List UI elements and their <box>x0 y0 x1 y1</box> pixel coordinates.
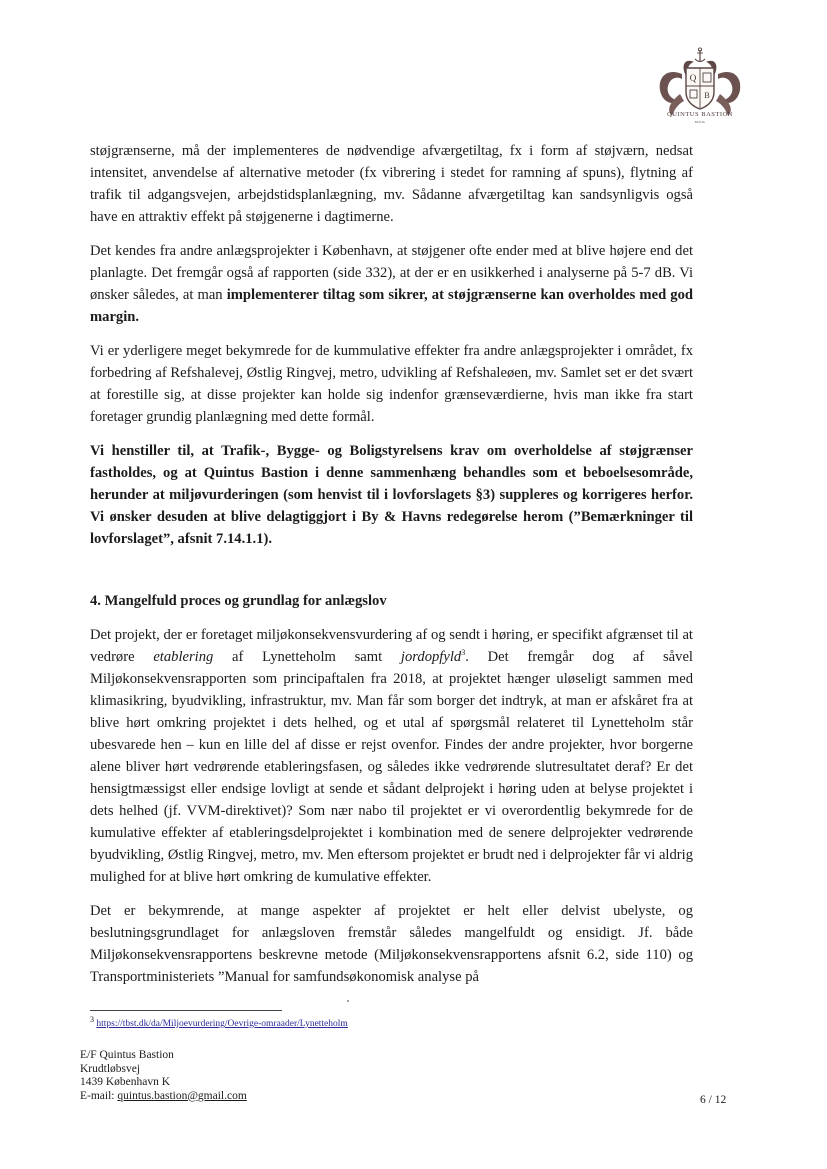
paragraph-cumulative-effects: Vi er yderligere meget bekymrede for de kummulative effekter fra andre anlægsprojekter i området, fx forbedring af Refshalevej, Østlig Ringvej, metro, udvikling af Refshaleøen, mv. Samlet set er det svært at forestille sig, at disse projekter kan holde sig indenfor grænseværdierne, hvis man ikke fra start foretager grundig planlægning med dette formål. <box>90 343 693 425</box>
paragraph-noise-uncertainty: Det kendes fra andre anlægsprojekter i København, at støjgener ofte ender med at blive højere end det planlagte. Det fremgår også af rapporten (side 332), at der er en usikkerhed i analyserne på 5-7 dB. Vi ønsker således, at man implementerer tiltag som sikrer, at støjgrænserne kan overholdes med god margin. <box>90 243 693 325</box>
footnote <box>90 1014 348 1030</box>
stray-mark <box>347 1000 349 1002</box>
logo-subcaption: BOLIG <box>694 120 706 124</box>
page-number: 6 / 12 <box>700 1094 727 1106</box>
email-link[interactable]: quintus.bastion@gmail.com <box>117 1089 247 1102</box>
logo-caption: QUINTUS BASTION <box>667 111 733 118</box>
paragraph-decision-basis: Det er bekymrende, at mange aspekter af projektet er helt eller delvist ubelyste, og beslutningsgrundlaget for anlægsloven fremstår således mangelfuldt og ensidigt. Jf. både Miljøkonsekvensrapportens beskrevne metode (Miljøkonsekvensrapportens afsnit 6.2, side 110) og Transportministeriets ”Manual for samfundsøkonomisk analyse på <box>90 903 693 985</box>
section-heading: 4. Mangelfuld proces og grundlag for anlægslov <box>90 593 387 609</box>
document-body <box>90 140 693 1000</box>
footnote-divider <box>90 1010 282 1011</box>
footer-address <box>80 1049 247 1103</box>
footnote-number: 3 <box>90 1014 94 1024</box>
footnote-link[interactable]: https://tbst.dk/da/Miljoevurdering/Oevrige-omraader/Lynetteholm <box>96 1019 348 1029</box>
paragraph-recommendation: Vi henstiller til, at Trafik-, Bygge- og Boligstyrelsens krav om overholdelse af støjgrænser fastholdes, og at Quintus Bastion i denne sammenhæng behandles som et beboelsesområde, herunder at miljøvurderingen (som henvist til i lovforslagets §3) suppleres og korrigeres herfor. Vi ønsker desuden at blive delagtiggjort i By & Havns redegørelse herom (”Bemærkninger til lovforslaget”, afsnit 7.14.1.1). <box>90 443 693 547</box>
paragraph-noise-mitigation: støjgrænserne, må der implementeres de nødvendige afværgetiltag, fx i form af støjværn, nedsat intensitet, anvendelse af alternative metoder (fx vibrering i stedet for ramning af spuns), flytning af trafik til adgangsvejen, arbejdstidsplanlægning, mv. Sådanne afværgetiltag kan sandsynligvis også have en attraktiv effekt på støjgenerne i dagtimerne. <box>90 143 693 225</box>
logo-letter-b: B <box>704 91 710 100</box>
paragraph-process-concerns: Det projekt, der er foretaget miljøkonsekvensvurdering af og sendt i høring, er specifikt afgrænset til at vedrøre etablering af Lynetteholm samt jordopfyld$^3$. Det fremgår dog af såvel Miljøkonsekvensrapporten som principaftalen fra 2018, at projektet hænger uløseligt sammen med klimasikring, byudvikling, infrastruktur, mv. Man får som borger det indtryk, at man er afskåret fra at blive hørt omkring projektet i dets helhed, og et utal af spørgsmål relateret til Lynetteholm står ubesvarede hen – kun en lille del af disse er rejst ovenfor. Findes der andre projekter, hvor borgerne alene bliver hørt vedrørende etableringsfasen, og således ikke vedrørende slutresultatet deraf? Er det hensigtmæssigst eller endsige lovligt at sende et sådant delprojekt i høring uden at belyse projektet i dets helhed (jf. VVM-direktivet)? Som nær nabo til projektet er vi overordentlig bekymrede for de kumulative effekter af etableringsdelprojektet i kombination med de senere delprojekter vedrørende byudvikling, Østlig Ringvej, metro, mv. Men eftersom projektet er brudt ned i delprojekter får vi aldrig mulighed for at blive hørt omkring de kumulative effekter. <box>90 627 693 885</box>
footer-street: Krudtløbsvej <box>80 1062 141 1075</box>
footer-email-line: E-mail: quintus.bastion@gmail.com <box>80 1089 247 1102</box>
logo-letter-q: Q <box>689 73 697 83</box>
footer-city: 1439 København K <box>80 1076 171 1088</box>
footer-name: E/F Quintus Bastion <box>80 1049 174 1061</box>
noise-margin-request: implementerer tiltag som sikrer, at støjgrænserne kan overholdes med god margin. <box>90 287 693 325</box>
footnote-reference[interactable]: 3 <box>461 648 466 658</box>
